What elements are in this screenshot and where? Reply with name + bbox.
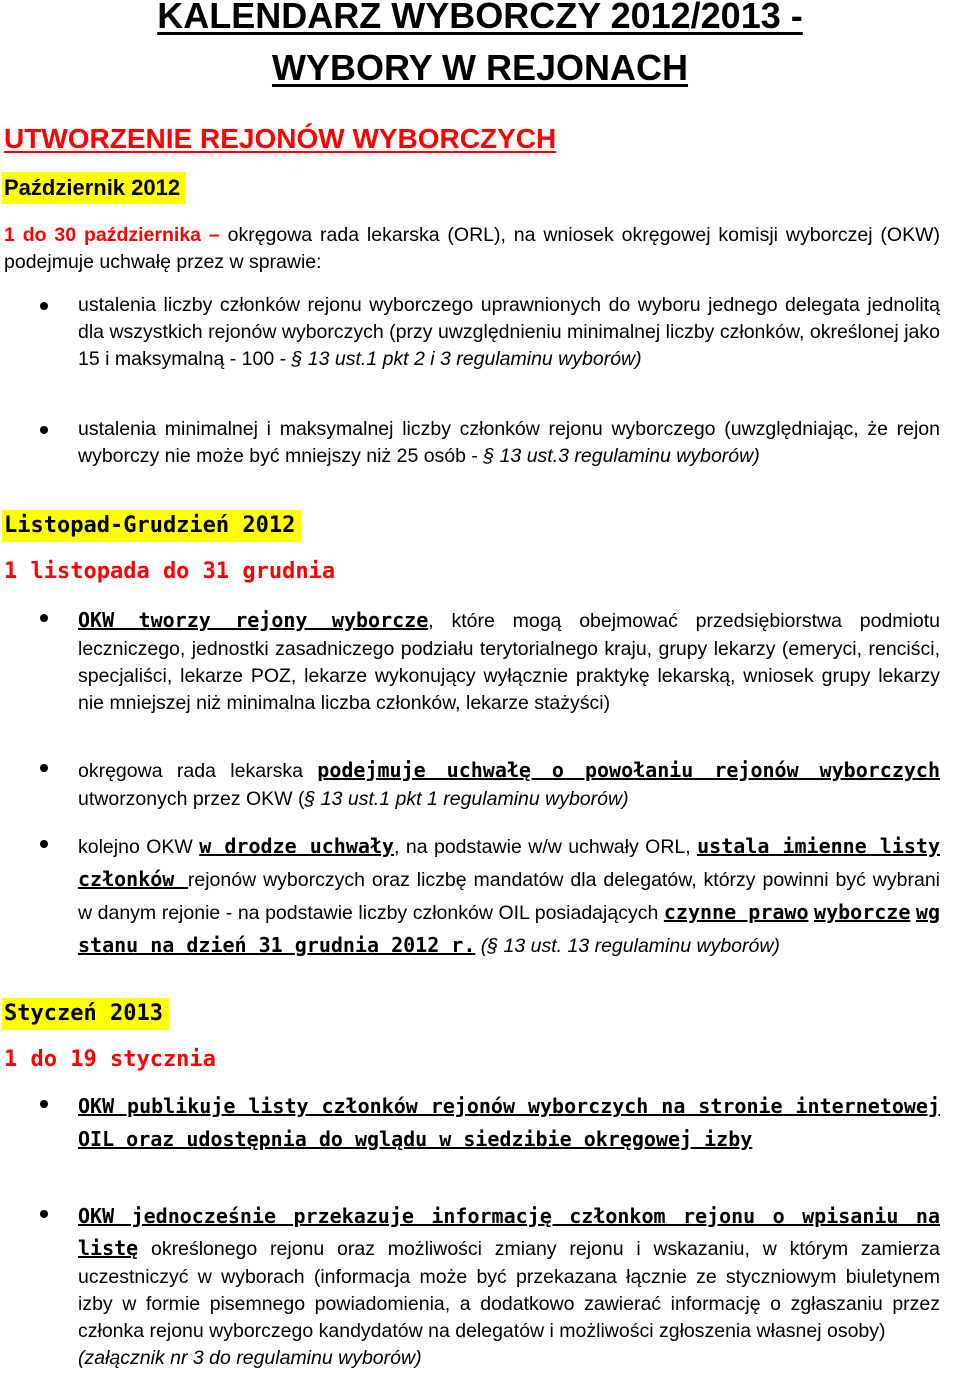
month-heading-november-december: Listopad-Grudzień 2012 (2, 510, 301, 542)
october-intro-paragraph (4, 222, 940, 276)
bullet-text: ustalenia minimalnej i maksymalnej liczby członków rejonu wyborczego (uwzględniając, że rejon wyborczy nie może być mniejszy niż 25 osób - (78, 418, 940, 467)
october-intro-text: okręgowa rada lekarska (ORL), na wniosek okręgowej komisji wyborczej (OKW) podejmuje uchwałę przez w sprawie: (4, 224, 940, 273)
month-heading-january: Styczeń 2013 (2, 998, 169, 1030)
month-heading-october: Październik 2012 (2, 172, 186, 204)
october-date-range: 1 do 30 października – (4, 224, 220, 246)
bullet-bold-text: OKW jednocześnie przekazuje informację członkom rejonu o wpisaniu na listę (78, 1204, 940, 1260)
page-title-line-2: WYBORY W REJONACH (271, 47, 689, 88)
list-item (78, 604, 940, 717)
bullet-bold-text: w drodze uchwały (199, 834, 394, 858)
bullet-text: określonego rejonu oraz możliwości zmiany rejonu i wskazaniu, w którym zamierza uczestniczyć w wyborach (informacja może być przekazana łącznie ze styczniowym biuletynem izby w formie pisemnego powiadomienia, a dodatkowo zawierać informację o zgłaszaniu przez członka rejonu wyborczego kandydatów na delegatów i możliwości zgłoszenia własnej osoby) (78, 1238, 940, 1342)
list-item (78, 292, 940, 373)
list-item (78, 416, 940, 470)
regulation-reference: (załącznik nr 3 do regulaminu wyborów) (78, 1347, 422, 1369)
bullet-bold-text: podejmuje uchwałę o powołaniu rejonów wyborczych (317, 758, 941, 782)
bullet-bold-text: OKW publikuje listy członków rejonów wyborczych na stronie internetowej OIL oraz udostępnia do wglądu w siedzibie okręgowej izby (78, 1094, 940, 1151)
list-item (78, 1090, 940, 1156)
bullet-bold-text: ustala imienne listy członków (78, 834, 940, 891)
bullet-bold-text: wyborcze (814, 900, 911, 924)
list-item (78, 754, 940, 813)
bullet-bold-text: OKW tworzy rejony wyborcze (78, 608, 429, 632)
section-heading: UTWORZENIE REJONÓW WYBORCZYCH (4, 123, 557, 154)
bullet-bold-text: wg stanu na dzień 31 grudnia 2012 r. (78, 900, 940, 957)
regulation-reference: (§ 13 ust. 13 regulaminu wyborów) (475, 935, 780, 957)
bullet-text: , które mogą obejmować przedsiębiorstwa podmiotu leczniczego, jednostki zasadniczego podziału terytorialnego kraju, grupy lekarzy (emeryci, renciści, specjaliści, lekarze POZ, lekarze wykonujący wyłącznie praktykę lekarską, wniosek grupy lekarzy nie mniejszej niż minimalna liczba członków, lekarze stażyści) (78, 610, 940, 714)
list-item (78, 830, 940, 962)
regulation-reference: § 13 ust.1 pkt 2 i 3 regulaminu wyborów) (291, 348, 642, 370)
bullet-text: ustalenia liczby członków rejonu wyborczego uprawnionych do wyboru jednego delegata jednolitą dla wszystkich rejonów wyborczych (przy uwzględnieniu minimalnej liczby członków, określonej jako 15 i maksymalną - 100 - (78, 294, 940, 370)
january-date-range: 1 do 19 stycznia (4, 1047, 216, 1072)
bullet-prefix: kolejno OKW (78, 836, 200, 858)
list-item (78, 1200, 940, 1372)
bullet-text: utworzonych przez OKW ( (78, 788, 305, 810)
bullet-text: , na podstawie w/w uchwały ORL, (393, 836, 698, 858)
bullet-bold-text: czynne prawo (663, 900, 809, 924)
november-date-range: 1 listopada do 31 grudnia (4, 559, 336, 584)
regulation-reference: § 13 ust.1 pkt 1 regulaminu wyborów) (304, 788, 629, 810)
bullet-prefix: okręgowa rada lekarska (78, 760, 318, 782)
regulation-reference: § 13 ust.3 regulaminu wyborów) (483, 445, 760, 467)
page-title-line-1: KALENDARZ WYBORCZY 2012/2013 - (157, 0, 803, 36)
bullet-text: rejonów wyborczych oraz liczbę mandatów dla delegatów, którzy powinni być wybrani w danym rejonie - na podstawie liczby członków OIL posiadających (78, 869, 940, 924)
